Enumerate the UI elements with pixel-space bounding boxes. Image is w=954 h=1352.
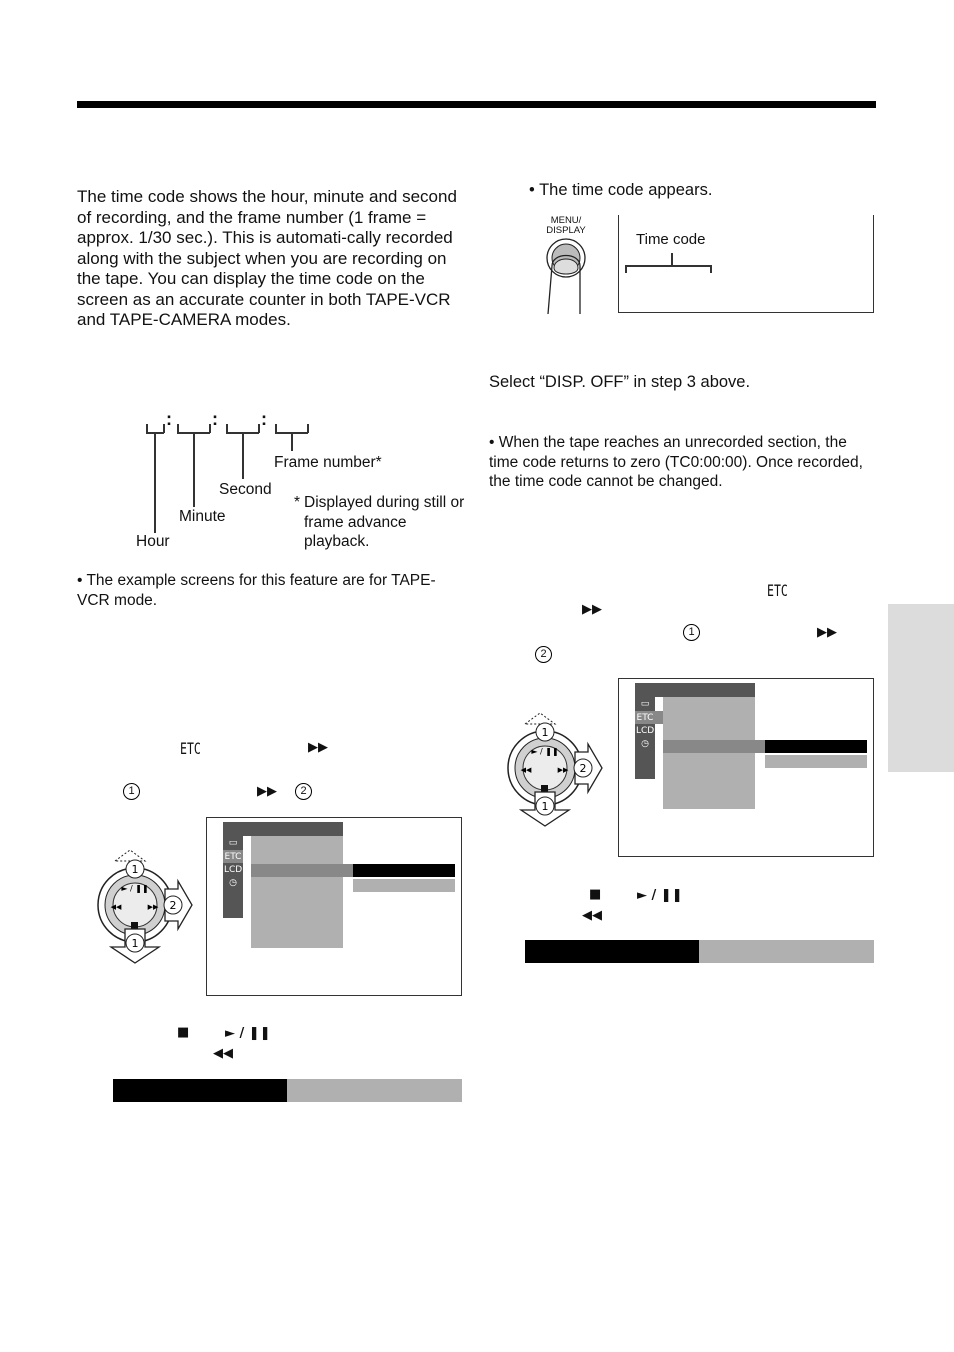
fast-forward-icon-2: ▶▶	[257, 784, 277, 799]
svg-text:► / ❚❚: ► / ❚❚	[531, 747, 559, 756]
select-disp-off: Select “DISP. OFF” in step 3 above.	[489, 373, 751, 391]
clock-icon: ◷	[229, 878, 237, 888]
step-number-2: 2	[295, 783, 312, 801]
footnote-text: Displayed during still or frame advance playback.	[304, 494, 465, 550]
fast-forward-icon-right-2: ▶▶	[817, 625, 837, 640]
svg-text:◀◀: ◀◀	[110, 903, 122, 911]
svg-text:▶▶: ▶▶	[147, 903, 159, 911]
play-pause-icon: ► / ❚❚	[225, 1026, 271, 1041]
svg-text:2: 2	[169, 899, 177, 912]
stop-icon: ■	[177, 1025, 190, 1040]
time-code-label: Time code	[636, 231, 706, 248]
intro-paragraph: The time code shows the hour, minute and second of recording, and the frame number (1 frame = approx. 1/30 sec.). This is automati-cally recorded along with the subject when you are recording on the tape. You can display the time code on the screen as an accurate counter in both TAPE-VCR and TAPE-CAMERA modes.	[77, 187, 457, 329]
operation-button-icon-right	[505, 708, 610, 828]
footnote-mark: *	[294, 494, 301, 511]
lcd-icon: LCD	[224, 865, 243, 875]
etc-icon-right: ETC	[767, 581, 788, 600]
colon-3: :	[261, 409, 267, 429]
svg-text:▶▶: ▶▶	[557, 766, 569, 774]
svg-text:1: 1	[131, 937, 139, 950]
svg-text:◀◀: ◀◀	[520, 766, 532, 774]
svg-text:► / ❚❚: ► / ❚❚	[121, 884, 149, 893]
second-label: Second	[219, 481, 272, 498]
menu-screen-left	[206, 817, 462, 996]
step-number-2-right: 2	[535, 646, 552, 664]
svg-text:1: 1	[541, 800, 549, 813]
fast-forward-icon: ▶▶	[308, 740, 328, 755]
menu-screen-right	[618, 678, 874, 857]
svg-text:1: 1	[131, 863, 139, 876]
operation-button-icon	[95, 845, 200, 965]
minute-label: Minute	[179, 508, 226, 525]
header-rule	[77, 101, 876, 108]
clock-icon-right: ◷	[641, 739, 649, 749]
rewind-icon: ◀◀	[213, 1046, 233, 1061]
time-code-appears: • The time code appears.	[529, 181, 713, 199]
bar-black-right	[525, 940, 699, 963]
section-tab	[888, 604, 954, 772]
hour-label: Hour	[136, 533, 170, 550]
time-code-screen	[618, 215, 874, 313]
etc-menu-icon: ETC	[224, 852, 242, 862]
tape-icon: ▭	[228, 838, 238, 848]
etc-icon: ETC	[180, 739, 201, 758]
bar-gray-right	[699, 940, 874, 963]
svg-text:2: 2	[579, 762, 587, 775]
stop-icon-right: ■	[589, 887, 602, 902]
step-number-1-right: 1	[683, 624, 700, 642]
frame-number-label: Frame number*	[274, 454, 382, 471]
lcd-icon-right: LCD	[636, 726, 655, 736]
bar-black-left	[113, 1079, 287, 1102]
svg-text:1: 1	[541, 726, 549, 739]
tape-icon-right: ▭	[640, 699, 650, 709]
fast-forward-icon-right: ▶▶	[582, 602, 602, 617]
note-example-screens: • The example screens for this feature are for TAPE-VCR mode.	[77, 572, 436, 609]
colon-1: :	[166, 409, 172, 429]
finger-press-icon	[540, 234, 592, 316]
note-tape-unrecorded: • When the tape reaches an unrecorded section, the time code returns to zero (TC0:00:00). Once recorded, the time code cannot be changed.	[489, 434, 863, 490]
colon-2: :	[212, 409, 218, 429]
etc-menu-icon-right: ETC	[636, 713, 654, 723]
rewind-icon-right: ◀◀	[582, 908, 602, 923]
play-pause-icon-right: ► / ❚❚	[637, 888, 683, 903]
menu-display-label: MENU/ DISPLAY	[546, 215, 586, 236]
step-number-1: 1	[123, 783, 140, 801]
bar-gray-left	[287, 1079, 462, 1102]
